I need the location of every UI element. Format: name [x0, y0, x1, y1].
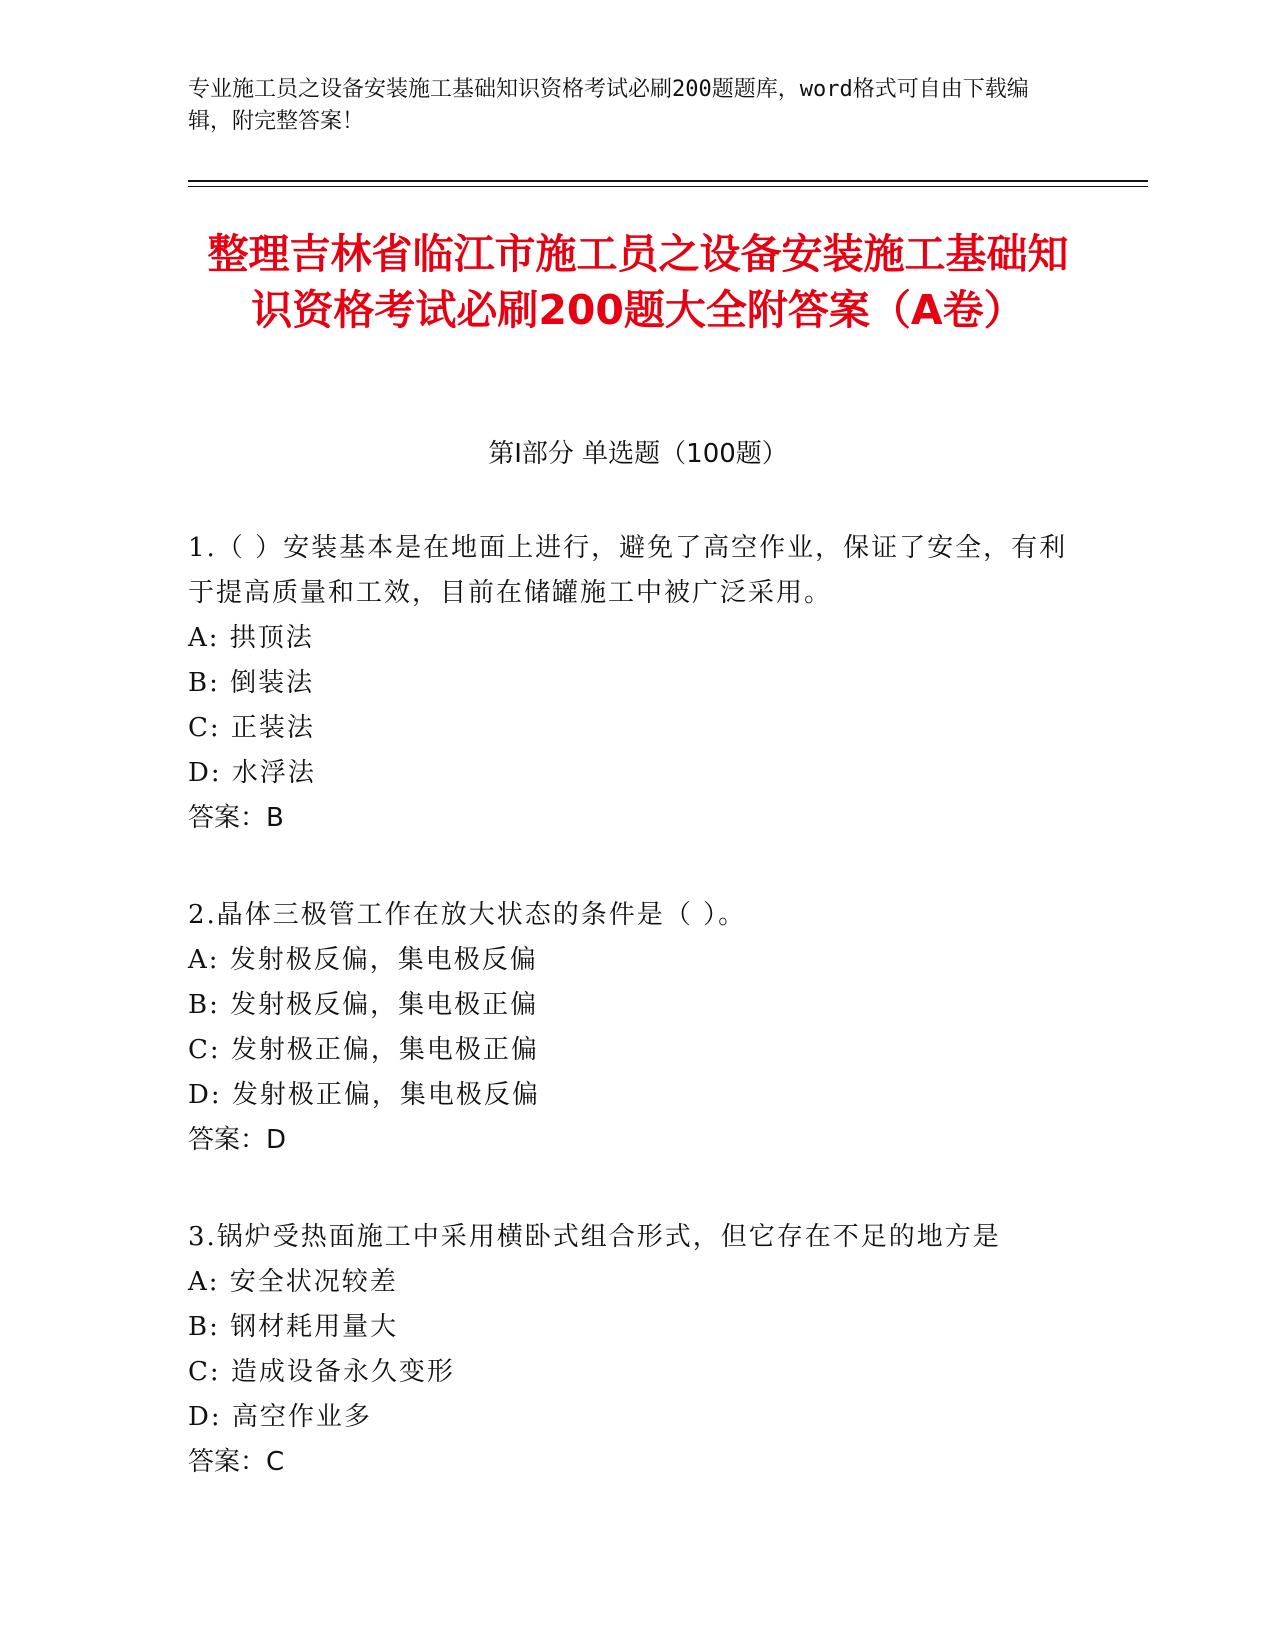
question-2	[188, 893, 1068, 1163]
document-title: 整理吉林省临江市施工员之设备安装施工基础知识资格考试必刷200题大全附答案（A卷）	[207, 230, 1069, 334]
header-note: 专业施工员之设备安装施工基础知识资格考试必刷200题题库，word格式可自由下载编辑，附完整答案！	[188, 77, 1029, 134]
option-a: A: 安全状况较差	[188, 1267, 398, 1297]
option-b: B: 倒装法	[188, 668, 315, 698]
option-a: A: 拱顶法	[188, 623, 314, 653]
option-d: D: 发射极正偏，集电极反偏	[188, 1080, 540, 1110]
question-list	[188, 526, 1068, 1537]
option-d: D: 高空作业多	[188, 1402, 372, 1432]
section-title: 第Ⅰ部分 单选题（100题）	[488, 439, 788, 469]
header-rule-thick	[188, 180, 1148, 182]
option-c: C: 造成设备永久变形	[188, 1357, 455, 1387]
answer: 答案：C	[188, 1447, 285, 1477]
option-b: B: 钢材耗用量大	[188, 1312, 399, 1342]
header-rule-thin	[188, 186, 1148, 187]
option-d: D: 水浮法	[188, 758, 316, 788]
answer: 答案：D	[188, 1125, 287, 1155]
answer: 答案：B	[188, 803, 284, 833]
option-c: C: 正装法	[188, 713, 315, 743]
question-3	[188, 1215, 1068, 1485]
option-a: A: 发射极反偏，集电极反偏	[188, 945, 538, 975]
question-stem: 2.晶体三极管工作在放大状态的条件是（ ）。	[188, 900, 747, 930]
option-b: B: 发射极反偏，集电极正偏	[188, 990, 539, 1020]
question-stem: 1.（ ）安装基本是在地面上进行，避免了高空作业，保证了安全，有利于提高质量和工效，目前在储罐施工中被广泛采用。	[188, 533, 1068, 608]
option-c: C: 发射极正偏，集电极正偏	[188, 1035, 539, 1065]
question-stem: 3.锅炉受热面施工中采用横卧式组合形式，但它存在不足的地方是	[188, 1222, 1001, 1252]
question-1	[188, 526, 1068, 841]
